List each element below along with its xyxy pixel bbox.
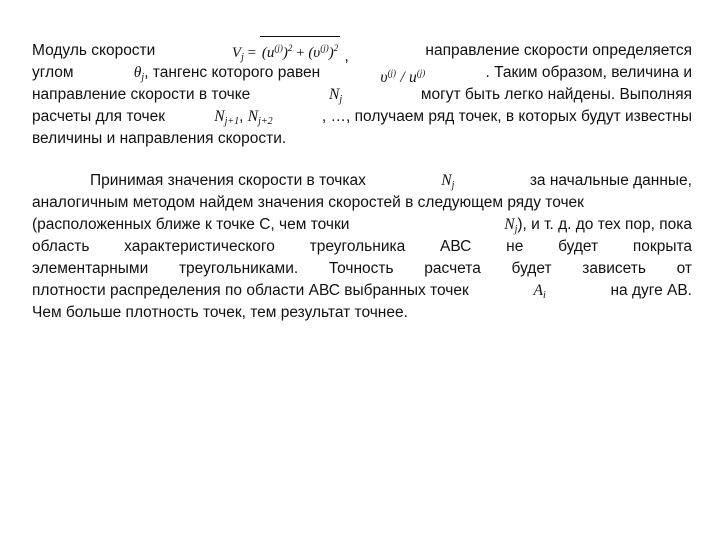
paragraph2-line6: [32, 280, 692, 302]
text-initial-data: за начальные данные,: [529, 172, 692, 189]
text-angle: углом: [32, 64, 74, 81]
text-density-distribution: плотности распределения по области АВС выбранных точек: [32, 282, 469, 299]
ratio-u-sup: (j): [416, 68, 426, 78]
point-nj-initial: [441, 170, 454, 192]
text-located-closer: (расположенных ближе к точке С, чем точки: [32, 216, 350, 233]
point-ai: [534, 280, 546, 302]
text-tangent: , тангенс которого равен: [144, 64, 321, 81]
paragraph-gap: [32, 150, 692, 170]
formula-lhs-sub: j: [241, 52, 244, 63]
point-nj2-sub: j+2: [258, 116, 273, 127]
text-direction-at-point: направление скорости в точке: [32, 86, 251, 103]
theta-letter: θ: [133, 64, 142, 81]
point-nj1-sub: j+1: [224, 116, 240, 127]
paragraph2-line7: Чем больше плотность точек, тем результат точнее.: [32, 304, 408, 321]
formula-sqrt: [260, 36, 340, 64]
formula-term1-close: ): [282, 45, 288, 61]
formula-term2-pow: 2: [333, 43, 339, 53]
point-ai-sub: i: [542, 290, 546, 301]
text-on-arc-ab: на дуге АВ.: [610, 282, 692, 299]
ratio-u: u: [408, 69, 417, 86]
point-nj-initial-sub: j: [451, 180, 455, 191]
point-nj: [329, 84, 342, 106]
ratio-slash: /: [400, 69, 405, 86]
paragraph-velocity-magnitude: [32, 40, 692, 150]
paragraph2-line4: [32, 236, 692, 258]
formula-comma: ,: [344, 48, 349, 65]
point-nj-closer: [504, 214, 692, 236]
theta-sub: j: [141, 72, 145, 83]
text-and-so-on: ), и т. д. до тех пор, пока: [517, 216, 692, 233]
paragraph1-line1: [32, 40, 692, 65]
ratio-expression: [380, 62, 425, 84]
formula-plus: +: [296, 45, 305, 61]
paragraph1-line5: величины и направления скорости.: [32, 130, 287, 147]
text-taking-values: Принимая значения скорости в точках: [90, 172, 366, 189]
paragraph2-line3: [32, 214, 692, 236]
text-easily-found: могут быть легко найдены. Выполняя: [420, 86, 692, 103]
formula-lhs: V: [231, 45, 242, 61]
paragraph2-line1: [32, 170, 692, 192]
ratio-v-sup: (j): [387, 68, 397, 78]
formula-equals: =: [247, 45, 257, 61]
paragraph1-line3: [32, 84, 692, 106]
formula-term1-sup: (j): [274, 43, 283, 53]
text-velocity-modulus: Модуль скорости: [32, 42, 156, 59]
ratio-v: υ: [380, 69, 388, 86]
paragraph1-line2: [32, 62, 692, 84]
formula-term2-close: ): [328, 45, 334, 61]
text-direction-defined: направление скорости определяется: [425, 42, 692, 59]
text-get-row-of-points: , …, получаем ряд точек, в которых будут известны: [321, 108, 692, 125]
paragraph1-line4: [32, 106, 692, 128]
velocity-formula: [231, 40, 349, 65]
point-nj-sub: j: [339, 94, 343, 105]
text-triangle-area: область характеристического треугольника АВС не будет покрыта: [32, 238, 692, 255]
paragraph-next-row: [32, 170, 692, 324]
point-ai-letter: A: [533, 282, 543, 299]
point-nj-closer-sub: j: [514, 224, 518, 235]
text-calculations-for-points: расчеты для точек: [32, 108, 166, 125]
text-thus: . Таким образом, величина и: [485, 64, 692, 81]
formula-term2: (υ: [308, 45, 321, 61]
document-page: [32, 40, 692, 324]
text-elementary-triangles: элементарными треугольниками. Точность расчета будет зависеть от: [32, 260, 692, 277]
paragraph2-line2: аналогичным методом найдем значения скоростей в следующем ряду точек: [32, 194, 584, 211]
point-nj-initial-letter: N: [441, 172, 452, 189]
point-nj2-letter: N: [247, 108, 259, 125]
point-nj-letter: N: [329, 86, 340, 103]
paragraph2-line5: [32, 258, 692, 280]
points-comma: ,: [239, 108, 244, 125]
point-nj-closer-letter: N: [504, 216, 515, 233]
formula-term2-sup: (j): [320, 43, 329, 53]
points-nj1-nj2: [214, 106, 272, 128]
formula-expression: [232, 36, 340, 69]
formula-term1: (u: [261, 45, 275, 61]
formula-term1-pow: 2: [287, 43, 293, 53]
point-nj1-letter: N: [214, 108, 225, 125]
